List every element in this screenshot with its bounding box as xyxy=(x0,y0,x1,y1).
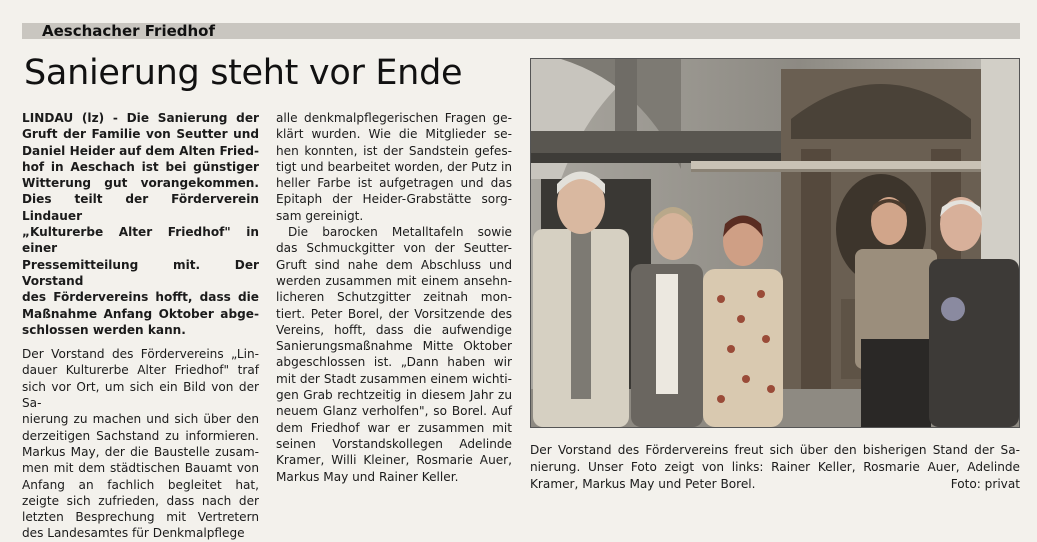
text-line: hof in Aeschach ist bei günstiger xyxy=(22,159,259,174)
caption-line: Der Vorstand des Fördervereins freut sich über den bisherigen Stand der Sa- xyxy=(530,443,1020,457)
text-line: schlossen werden kann. xyxy=(22,322,186,337)
text-line: tigt und bearbeitet worden, der Putz in xyxy=(276,159,512,174)
text-line: Markus May und Rainer Keller. xyxy=(276,469,459,484)
body-paragraph xyxy=(22,346,259,542)
text-line: Gruft der Familie von Seutter und xyxy=(22,127,259,142)
text-line: letzten Besprechung mit Vertretern xyxy=(22,510,259,525)
text-line: LINDAU (lz) - Die Sanierung der xyxy=(22,111,259,125)
text-line: dauer Kulturerbe Alter Friedhof" traf xyxy=(22,363,259,378)
text-line: alle denkmalpflegerischen Fragen ge- xyxy=(276,111,512,125)
text-line: derzeitigen Sachstand zu informieren. xyxy=(22,428,259,443)
text-line: des Landesamtes für Denkmalpflege xyxy=(22,526,245,541)
text-line: Anfang an fachlich begleitet hat, xyxy=(22,477,259,492)
text-line: gen Grab rechtzeitig in diesem Jahr zu xyxy=(276,388,512,403)
text-line: „Kulturerbe Alter Friedhof" in einer xyxy=(22,225,259,256)
text-line: men mit dem städtischen Bauamt von xyxy=(22,461,259,476)
text-line: licheren Schutzgitter zeitnah mon- xyxy=(276,290,512,305)
text-line: Epitaph der Heider-Grabstätte sorg- xyxy=(276,192,512,207)
text-line: Daniel Heider auf dem Alten Fried- xyxy=(22,143,259,158)
text-line: dem Friedhof war er zusammen mit xyxy=(276,420,512,435)
text-line: heller Farbe ist aufgetragen und das xyxy=(276,176,512,191)
text-line: abgeschlossen ist. „Dann haben wir xyxy=(276,355,512,370)
text-line: nierung zu machen und sich über den xyxy=(22,412,259,427)
text-line: Markus May, der die Baustelle zusam- xyxy=(22,444,259,459)
text-line: Maßnahme Anfang Oktober abge- xyxy=(22,306,259,321)
kicker: Aeschacher Friedhof xyxy=(42,22,216,40)
text-line: seinen Vorstandskollegen Adelinde xyxy=(276,436,512,451)
body-paragraph xyxy=(276,224,512,485)
text-line: Witterung gut vorangekommen. xyxy=(22,176,259,191)
lead-paragraph xyxy=(22,110,259,338)
article-column-1 xyxy=(22,110,259,542)
photo-credit: Foto: privat xyxy=(950,477,1020,491)
text-line: Gruft sind nahe dem Abschluss und xyxy=(276,257,512,272)
photo-illustration xyxy=(531,59,1019,427)
headline: Sanierung steht vor Ende xyxy=(24,53,463,93)
text-line: hen konnten, ist der Sandstein gefes- xyxy=(276,143,512,158)
text-line: Der Vorstand des Fördervereins „Lin- xyxy=(22,347,259,362)
text-line: Vereins, hofft, dass die aufwendige xyxy=(276,322,512,337)
text-line: sich vor Ort, um sich ein Bild von der Sa- xyxy=(22,379,259,411)
article-column-2 xyxy=(276,110,512,485)
text-line: zeigte sich zufrieden, dass nach der xyxy=(22,493,259,508)
text-line: Pressemitteilung mit. Der Vorstand xyxy=(22,257,259,288)
text-line: das Schmuckgitter von der Seutter- xyxy=(276,241,512,256)
group-photo xyxy=(530,58,1020,428)
text-line: sam gereinigt. xyxy=(276,208,364,223)
body-paragraph xyxy=(276,110,512,224)
text-line: klärt wurden. Wie die Mitglieder se- xyxy=(276,127,512,142)
text-line: Kramer, Willi Kleiner, Rosmarie Auer, xyxy=(276,453,512,468)
text-line: Die barocken Metalltafeln sowie xyxy=(288,225,512,240)
photo-caption xyxy=(530,442,1020,493)
caption-line: Kramer, Markus May und Peter Borel. xyxy=(530,477,756,491)
text-line: Sanierungsmaßnahme Mitte Oktober xyxy=(276,339,512,354)
text-line: mit der Stadt zusammen einem wichti- xyxy=(276,371,512,386)
text-line: Dies teilt der Förderverein Lindauer xyxy=(22,192,259,223)
text-line: tiert. Peter Borel, der Vorsitzende des xyxy=(276,306,512,321)
caption-line: nierung. Unser Foto zeigt von links: Rainer Keller, Rosmarie Auer, Adelinde xyxy=(530,460,1020,474)
text-line: werden zusammen mit einem ansehn- xyxy=(276,273,512,288)
bleed-through-text xyxy=(0,0,1037,18)
text-line: neuem Glanz verholfen", so Borel. Auf xyxy=(276,404,512,419)
text-line: des Fördervereins hofft, dass die xyxy=(22,290,259,305)
